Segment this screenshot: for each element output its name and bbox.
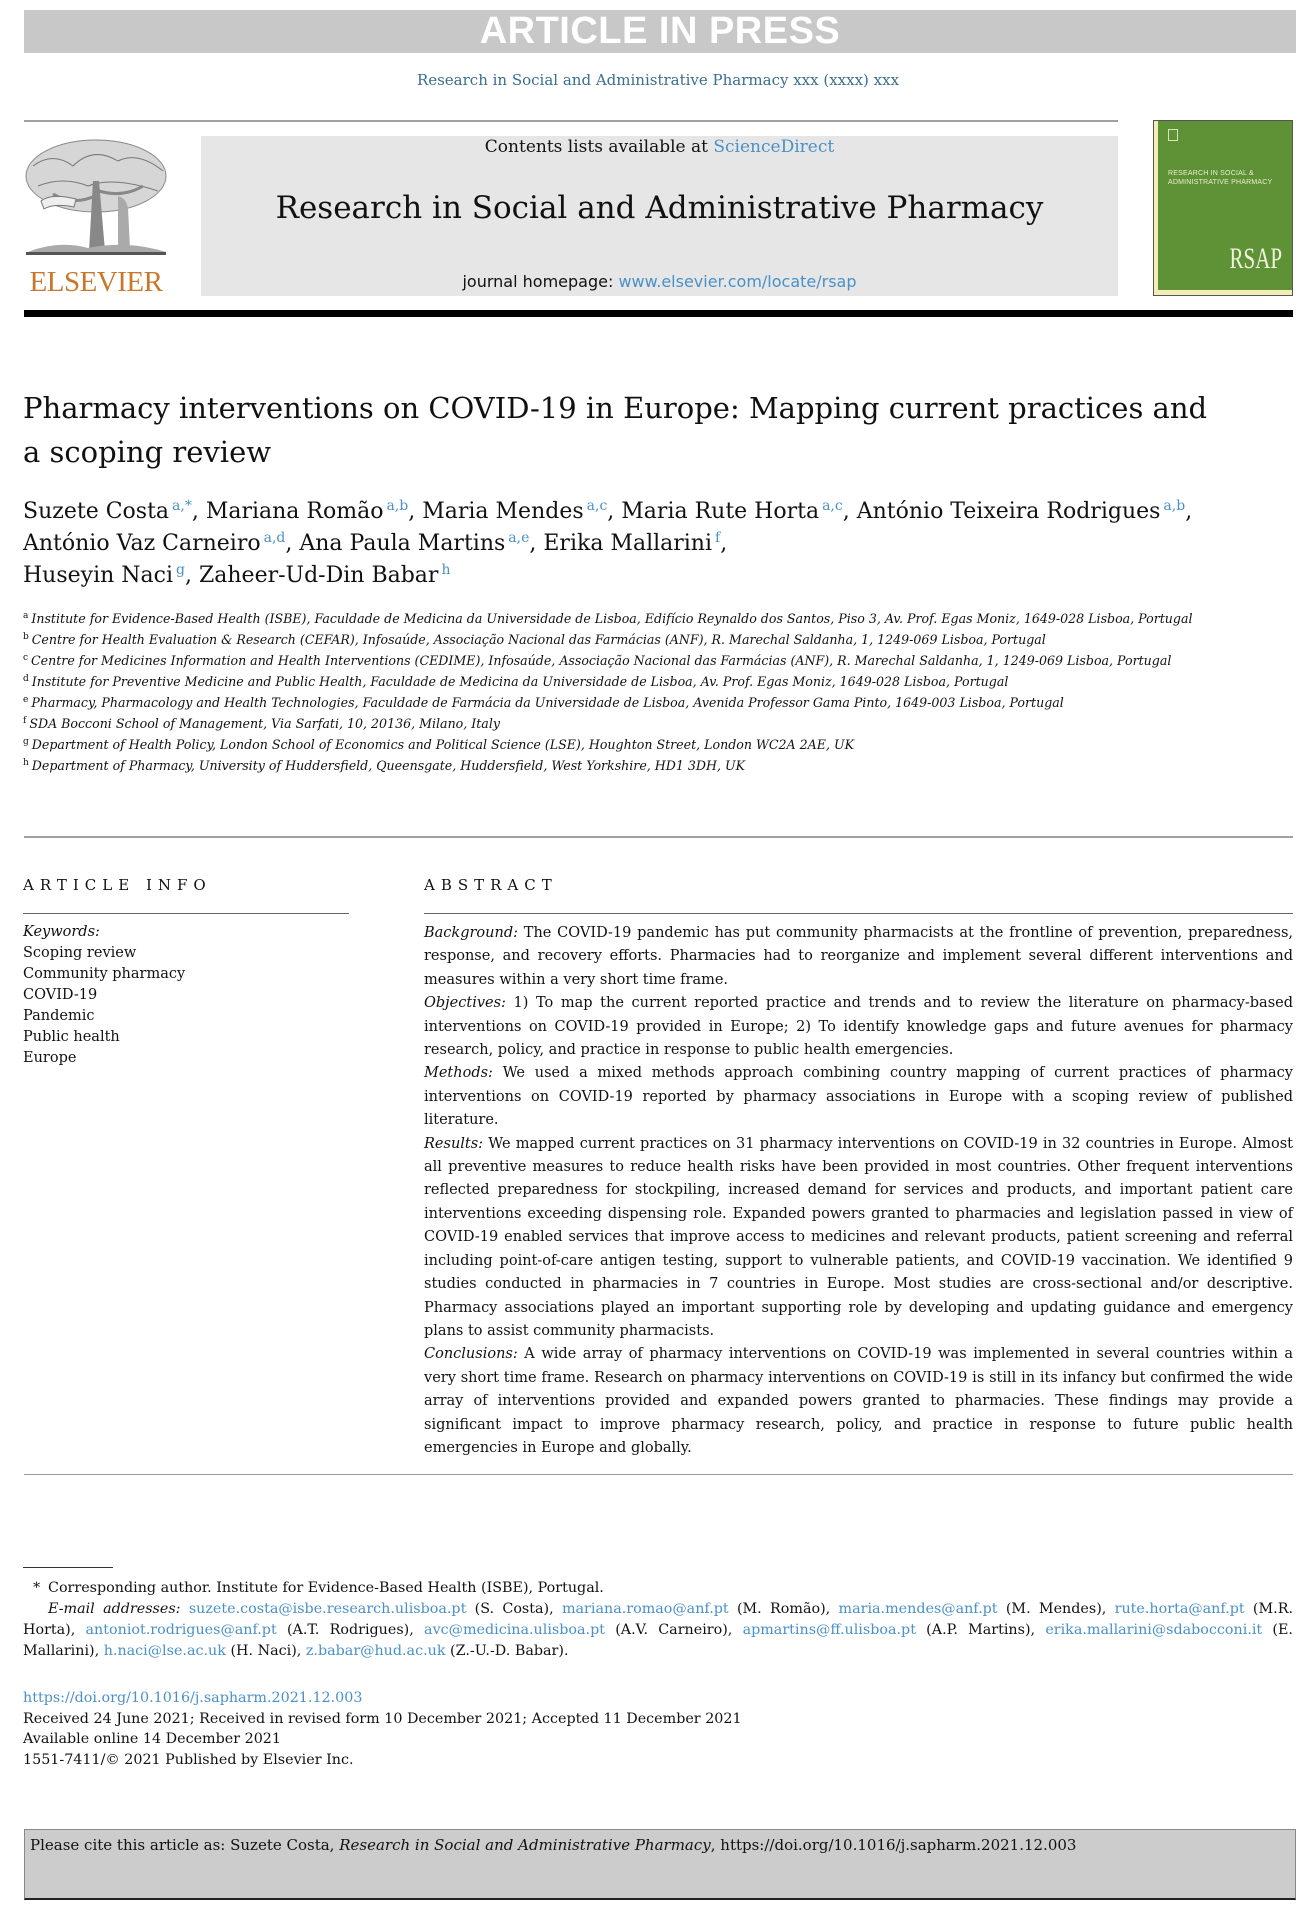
author-name[interactable]: Ana Paula Martins: [299, 531, 506, 556]
available-online: Available online 14 December 2021: [23, 1731, 281, 1747]
abstract-section-label: Methods:: [424, 1065, 493, 1082]
abstract-conclusions: [424, 1343, 1293, 1460]
header-divider: [24, 120, 1118, 122]
email-link[interactable]: antoniot.rodrigues@anf.pt: [85, 1622, 277, 1638]
abstract-section-text: We mapped current practices on 31 pharmacy interventions on COVID-19 in 32 countries in Europe. Almost all preventive measures to reduce health risks have been provided in most countries. Other frequent interventions reflected preparedness for stockpiling, increased demand for services and products, and important patient care interventions exceeding dispensing role. Expanded powers granted to pharmacies and legislation passed in view of COVID-19 enabled services that improve access to medicines and relevant products, patient screening and referral including point-of-care antigen testing, support to vulnerable patients, and COVID-19 vaccination. We identified 9 studies conducted in pharmacies in 7 countries in Europe. Most studies are cross-sectional and/or descriptive. Pharmacy associations played an important supporting role by developing and updating guidance and emergency plans to assist community pharmacists.: [424, 1135, 1293, 1339]
keywords-label: Keywords:: [23, 924, 100, 940]
affiliation-item: [23, 608, 1293, 629]
affiliation-key: h: [23, 758, 29, 768]
author-list: Suzete Costa $^{a,*}$, Mariana Romão $^{a,b}$, Maria Mendes $^{a,c}$, Maria Rute Horta $^{a,c}$, António Teixeira Rodrigues $^{a,b}$, António Vaz Carneiro $^{a,d}$, Ana Paula Martins $^{a,e}$, Erika Mallarini $^f$, Huseyin Naci $^g$, Zaheer-Ud-Din Babar $^h$: [23, 498, 1193, 588]
received-dates: Received 24 June 2021; Received in revised form 10 December 2021; Accepted 11 December 2021: [23, 1710, 742, 1727]
cover-title-line: RESEARCH IN SOCIAL &: [1168, 170, 1254, 177]
keyword-item: Community pharmacy: [23, 966, 186, 982]
email-owner: (Z.-U.-D. Babar).: [445, 1643, 569, 1659]
abstract-heading: ABSTRACT: [424, 876, 558, 894]
email-link[interactable]: mariana.romao@anf.pt: [561, 1601, 729, 1617]
abstract-results: [424, 1133, 1293, 1344]
header-thick-rule: [24, 310, 1293, 317]
journal-reference-link[interactable]: Research in Social and Administrative Pharmacy xxx (xxxx) xxx: [416, 71, 900, 89]
email-link[interactable]: z.babar@hud.ac.uk: [305, 1643, 446, 1659]
journal-homepage-link[interactable]: www.elsevier.com/locate/rsap: [618, 272, 857, 291]
author-affiliation-marker[interactable]: a,b: [1163, 498, 1186, 514]
cover-panel: [1158, 121, 1292, 290]
email-link[interactable]: erika.mallarini@sdabocconi.it: [1045, 1622, 1263, 1638]
article-info-heading: ARTICLE INFO: [23, 876, 212, 894]
elsevier-tree-icon: [23, 136, 169, 263]
cite-journal: Research in Social and Administrative Pharmacy: [339, 1836, 711, 1854]
issn-copyright: 1551-7411/© 2021 Published by Elsevier Inc.: [23, 1751, 354, 1768]
author-affiliation-marker[interactable]: a,c: [586, 498, 608, 514]
keyword-item: COVID-19: [23, 987, 98, 1003]
email-link[interactable]: maria.mendes@anf.pt: [838, 1601, 998, 1617]
abstract-objectives: [424, 992, 1293, 1062]
author-name[interactable]: Zaheer-Ud-Din Babar: [198, 563, 439, 588]
email-owner: (A.P. Martins),: [915, 1622, 1046, 1638]
abstract-body: [424, 922, 1293, 1460]
corresponding-author-note: [23, 1578, 1293, 1599]
cover-title: [1168, 169, 1288, 187]
keyword-item: Public health: [23, 1029, 120, 1045]
email-link[interactable]: suzete.costa@isbe.research.ulisboa.pt: [188, 1601, 467, 1617]
abstract-methods: [424, 1062, 1293, 1132]
abstract-rule: [424, 913, 1293, 914]
email-link[interactable]: rute.horta@anf.pt: [1114, 1601, 1245, 1617]
keywords-list: [23, 922, 185, 1069]
affiliation-text: Institute for Preventive Medicine and Public Health, Faculdade de Medicina da Universidade de Lisboa, Av. Prof. Egas Moniz, 1649-028 Lisboa, Portugal: [31, 674, 1009, 689]
email-owner: (H. Naci),: [225, 1643, 306, 1659]
journal-banner: [201, 136, 1118, 296]
affiliation-key: e: [23, 695, 29, 705]
corresponding-text: Corresponding author. Institute for Evidence-Based Health (ISBE), Portugal.: [48, 1580, 604, 1596]
affiliation-key: a: [23, 611, 29, 621]
email-owner: (M. Mendes),: [997, 1601, 1115, 1617]
email-owner: (M. Romão),: [728, 1601, 839, 1617]
abstract-end-rule: [24, 1474, 1293, 1475]
journal-cover-thumbnail[interactable]: [1153, 120, 1293, 296]
email-owner: (E. Mallarini),: [23, 1622, 1293, 1659]
affiliation-item: [23, 713, 1293, 734]
abstract-section-text: 1) To map the current reported practice and trends and to review the literature on pharmacy-based interventions on COVID-19 provided in Europe; 2) To identify knowledge gaps and future avenues for pharmacy research, policy, and practice in response to public health emergencies.: [424, 995, 1293, 1059]
cite-this-article-box: [24, 1829, 1296, 1900]
email-owner: (A.V. Carneiro),: [604, 1622, 743, 1638]
cite-prefix: Please cite this article as: Suzete Costa,: [30, 1836, 340, 1854]
abstract-section-text: A wide array of pharmacy interventions on COVID-19 was implemented in several countries within a very short time frame. Research on pharmacy interventions on COVID-19 is still in its infancy but confirmed the wide array of interventions provided and expanded powers granted to pharmacies. These findings may provide a significant impact to improve pharmacy research, policy, and practice in response to future public health emergencies in Europe and globally.: [424, 1346, 1293, 1456]
affiliation-text: Institute for Evidence-Based Health (ISBE), Faculdade de Medicina da Universidade de Lisboa, Edifício Reynaldo dos Santos, Piso 3, Av. Prof. Egas Moniz, 1649-028 Lisboa, Portugal: [31, 611, 1193, 626]
elsevier-logo[interactable]: [23, 136, 169, 296]
cover-title-line: ADMINISTRATIVE PHARMACY: [1168, 179, 1273, 186]
email-label: E-mail addresses:: [48, 1601, 181, 1617]
author-name[interactable]: Maria Mendes: [422, 499, 584, 524]
email-link[interactable]: avc@medicina.ulisboa.pt: [424, 1622, 605, 1638]
doi-link[interactable]: https://doi.org/10.1016/j.sapharm.2021.12.003: [23, 1690, 363, 1706]
abstract-section-label: Objectives:: [424, 995, 506, 1012]
journal-homepage-line: [201, 271, 1118, 293]
affiliation-text: Centre for Health Evaluation & Research (CEFAR), Infosaúde, Associação Nacional das Farmácias (ANF), R. Marechal Saldanha, 1, 1249-069 Lisboa, Portugal: [31, 632, 1046, 647]
cover-abbreviation: RSAP: [1229, 242, 1282, 275]
affiliation-item: [23, 692, 1293, 713]
abstract-section-text: We used a mixed methods approach combining country mapping of current practices of pharmacy interventions on COVID-19 reported by pharmacy associations in Europe with a scoping review of published literature.: [424, 1065, 1293, 1129]
affiliation-key: c: [23, 653, 29, 663]
affiliation-list: [23, 608, 1293, 776]
author-name[interactable]: Erika Mallarini: [543, 531, 713, 556]
author-affiliation-marker[interactable]: a,b: [386, 498, 409, 514]
article-in-press-banner: ARTICLE IN PRESS: [24, 10, 1296, 53]
affiliation-key: g: [23, 737, 29, 747]
sciencedirect-link[interactable]: ScienceDirect: [713, 137, 835, 157]
journal-title: Research in Social and Administrative Pharmacy: [275, 190, 1044, 226]
affiliation-text: SDA Bocconi School of Management, Via Sarfati, 10, 20136, Milano, Italy: [29, 716, 500, 731]
affiliation-item: [23, 650, 1293, 671]
affiliation-item: [23, 671, 1293, 692]
contents-prefix: Contents lists available at: [484, 137, 714, 157]
author-name[interactable]: Maria Rute Horta: [621, 499, 820, 524]
affiliation-text: Department of Health Policy, London School of Economics and Political Science (LSE), Houghton Street, London WC2A 2AE, UK: [31, 737, 854, 752]
author-name[interactable]: Suzete Costa: [23, 499, 170, 524]
author-affiliation-marker[interactable]: a,d: [263, 530, 286, 546]
author-affiliation-marker[interactable]: a,e: [508, 530, 530, 546]
email-owner: (S. Costa),: [466, 1601, 562, 1617]
email-addresses: [23, 1599, 1293, 1662]
abstract-section-text: The COVID-19 pandemic has put community pharmacists at the frontline of prevention, preparedness, response, and recovery efforts. Pharmacies had to reorganize and implement several different interventions and measures within a very short time frame.: [424, 925, 1293, 988]
keyword-item: Europe: [23, 1050, 77, 1066]
publication-info: [23, 1688, 742, 1770]
homepage-prefix: journal homepage:: [462, 272, 619, 291]
abstract-section-label: Conclusions:: [424, 1346, 518, 1363]
affiliation-key: b: [23, 632, 29, 642]
affiliation-item: [23, 629, 1293, 650]
author-affiliation-marker[interactable]: a,*: [172, 498, 192, 514]
footnote-rule: [23, 1567, 113, 1568]
email-owner: (M.R. Horta),: [23, 1601, 1293, 1638]
author-affiliation-marker[interactable]: g: [176, 562, 185, 578]
affiliation-text: Pharmacy, Pharmacology and Health Technologies, Faculdade de Farmácia da Universidade de Lisboa, Avenida Professor Gama Pinto, 1649-003 Lisboa, Portugal: [31, 695, 1064, 710]
section-divider: [24, 836, 1293, 838]
author-affiliation-marker[interactable]: a,c: [822, 498, 843, 514]
abstract-section-label: Background:: [424, 925, 518, 941]
article-info-rule: [23, 913, 349, 914]
abstract-section-label: Results:: [424, 1135, 484, 1152]
author-name[interactable]: António Vaz Carneiro: [23, 531, 261, 556]
elsevier-wordmark: ELSEVIER: [29, 266, 163, 298]
affiliation-text: Centre for Medicines Information and Health Interventions (CEDIME), Infosaúde, Associação Nacional das Farmácias (ANF), R. Marechal Saldanha, 1, 1249-069 Lisboa, Portugal: [31, 653, 1172, 668]
email-owner: (A.T. Rodrigues),: [276, 1622, 425, 1638]
affiliation-item: [23, 755, 1293, 776]
author-name[interactable]: Huseyin Naci: [23, 563, 174, 588]
email-link[interactable]: h.naci@lse.ac.uk: [103, 1643, 226, 1659]
article-title: Pharmacy interventions on COVID-19 in Europe: Mapping current practices and a scoping review: [23, 391, 1208, 469]
author-name[interactable]: António Teixeira Rodrigues: [856, 499, 1161, 524]
keyword-item: Pandemic: [23, 1008, 95, 1024]
affiliation-text: Department of Pharmacy, University of Huddersfield, Queensgate, Huddersfield, West Yorkshire, HD1 3DH, UK: [31, 758, 745, 773]
email-link[interactable]: apmartins@ff.ulisboa.pt: [742, 1622, 916, 1638]
author-affiliation-marker[interactable]: f: [715, 530, 721, 546]
affiliation-key: d: [23, 674, 29, 684]
keyword-item: Scoping review: [23, 945, 137, 961]
author-name[interactable]: Mariana Romão: [205, 499, 384, 524]
affiliation-item: [23, 734, 1293, 755]
cover-publisher-icon: [1168, 129, 1178, 141]
cite-suffix: , https://doi.org/10.1016/j.sapharm.2021.12.003: [710, 1836, 1077, 1854]
asterisk-marker: *: [33, 1580, 41, 1596]
author-affiliation-marker[interactable]: h: [441, 562, 451, 578]
footnotes: [23, 1578, 1293, 1662]
contents-line: [201, 136, 1118, 158]
affiliation-key: f: [23, 716, 27, 726]
abstract-background: [424, 922, 1293, 992]
